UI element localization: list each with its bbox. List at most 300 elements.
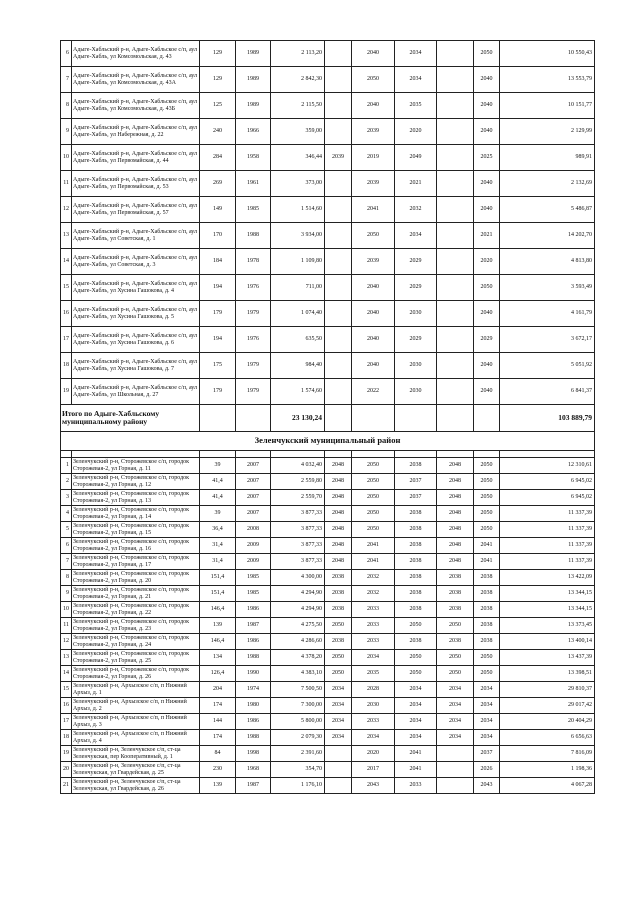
- table-row: [61, 249, 595, 275]
- year-col-3: 2034: [395, 67, 437, 93]
- year-col-1: 2038: [325, 602, 352, 618]
- sum-cell: 1 198,36: [500, 762, 595, 778]
- year-col-2: 2032: [352, 586, 395, 602]
- year-col-3: 2050: [395, 618, 437, 634]
- cost-cell: 359,00: [271, 119, 325, 145]
- address-cell: Зеленчукский р-н, Сторожевское с/п, городок Сторожевая-2, ул Горная, д. 16: [72, 538, 200, 554]
- year-col-3: 2038: [395, 570, 437, 586]
- year-col-3: 2034: [395, 714, 437, 730]
- table-row: [61, 762, 595, 778]
- year-col-1: 2034: [325, 714, 352, 730]
- row-number: 16: [61, 698, 72, 714]
- year-col-4: [437, 379, 474, 405]
- year-col-5: 2034: [474, 730, 500, 746]
- address-cell: Зеленчукский р-н, Архызское с/п, п Нижний Архыз, д. 2: [72, 698, 200, 714]
- year-cell: 1974: [236, 682, 271, 698]
- year-col-2: 2050: [352, 474, 395, 490]
- year-col-1: 2048: [325, 538, 352, 554]
- year-col-2: 2040: [352, 275, 395, 301]
- cost-cell: 4 294,90: [271, 586, 325, 602]
- table-row: [61, 746, 595, 762]
- year-col-1: 2050: [325, 618, 352, 634]
- row-number: 7: [61, 67, 72, 93]
- row-number: 17: [61, 327, 72, 353]
- year-col-2: 2032: [352, 570, 395, 586]
- year-col-5: 2038: [474, 634, 500, 650]
- row-number: 18: [61, 353, 72, 379]
- sum-cell: 11 337,39: [500, 522, 595, 538]
- year-col-1: [325, 119, 352, 145]
- year-col-2: 2050: [352, 67, 395, 93]
- year-cell: 1976: [236, 327, 271, 353]
- area-cell: 194: [200, 327, 236, 353]
- year-col-1: [325, 41, 352, 67]
- cost-cell: 2 113,20: [271, 41, 325, 67]
- cost-cell: 3 877,33: [271, 554, 325, 570]
- cost-cell: 4 383,10: [271, 666, 325, 682]
- year-col-3: 2035: [395, 93, 437, 119]
- year-col-5: 2040: [474, 197, 500, 223]
- year-cell: 1961: [236, 171, 271, 197]
- year-col-2: 2050: [352, 522, 395, 538]
- table-row: [61, 570, 595, 586]
- year-col-2: 2019: [352, 145, 395, 171]
- year-col-5: 2040: [474, 119, 500, 145]
- table-row: [61, 714, 595, 730]
- area-cell: 84: [200, 746, 236, 762]
- year-cell: 1979: [236, 353, 271, 379]
- year-col-4: [437, 778, 474, 794]
- year-col-5: 2050: [474, 506, 500, 522]
- cost-cell: 635,50: [271, 327, 325, 353]
- row-number: 6: [61, 41, 72, 67]
- year-cell: 1980: [236, 698, 271, 714]
- year-col-3: 2034: [395, 223, 437, 249]
- year-col-1: 2048: [325, 506, 352, 522]
- cost-cell: 5 800,00: [271, 714, 325, 730]
- row-number: 6: [61, 538, 72, 554]
- table-row: [61, 634, 595, 650]
- year-col-5: 2025: [474, 145, 500, 171]
- year-cell: 2009: [236, 538, 271, 554]
- year-col-2: 2035: [352, 666, 395, 682]
- year-col-5: 2050: [474, 474, 500, 490]
- year-col-2: 2050: [352, 506, 395, 522]
- table-row: [61, 275, 595, 301]
- sum-cell: 13 344,15: [500, 602, 595, 618]
- year-cell: 1990: [236, 666, 271, 682]
- sum-cell: 10 550,43: [500, 41, 595, 67]
- year-col-3: 2038: [395, 634, 437, 650]
- area-cell: 41,4: [200, 490, 236, 506]
- sum-cell: 6 656,63: [500, 730, 595, 746]
- row-number: 15: [61, 275, 72, 301]
- year-col-1: 2038: [325, 570, 352, 586]
- sum-cell: 7 816,09: [500, 746, 595, 762]
- year-col-3: 2050: [395, 650, 437, 666]
- year-cell: 1986: [236, 634, 271, 650]
- address-cell: Зеленчукский р-н, Сторожевское с/п, городок Сторожевая-2, ул Горная, д. 24: [72, 634, 200, 650]
- sum-cell: 4 161,79: [500, 301, 595, 327]
- row-number: 21: [61, 778, 72, 794]
- year-cell: 1989: [236, 67, 271, 93]
- address-cell: Зеленчукский р-н, Сторожевское с/п, городок Сторожевая-2, ул Горная, д. 17: [72, 554, 200, 570]
- year-col-4: 2038: [437, 570, 474, 586]
- cost-cell: 1 514,60: [271, 197, 325, 223]
- table-row: [61, 327, 595, 353]
- adyge-khabl-rows: [61, 41, 595, 405]
- year-col-3: 2034: [395, 698, 437, 714]
- year-col-4: [437, 119, 474, 145]
- year-col-3: 2021: [395, 171, 437, 197]
- year-col-1: [325, 301, 352, 327]
- area-cell: 36,4: [200, 522, 236, 538]
- year-col-3: 2041: [395, 746, 437, 762]
- year-cell: 1988: [236, 223, 271, 249]
- year-col-1: 2048: [325, 474, 352, 490]
- address-cell: Зеленчукский р-н, Сторожевское с/п, городок Сторожевая-2, ул Горная, д. 20: [72, 570, 200, 586]
- year-col-5: 2040: [474, 171, 500, 197]
- area-cell: 39: [200, 458, 236, 474]
- year-col-4: [437, 746, 474, 762]
- year-col-1: [325, 762, 352, 778]
- year-col-2: 2033: [352, 714, 395, 730]
- area-cell: 126,4: [200, 666, 236, 682]
- cost-cell: 3 877,33: [271, 506, 325, 522]
- year-col-5: 2029: [474, 327, 500, 353]
- table-row: [61, 301, 595, 327]
- table-row: [61, 602, 595, 618]
- cost-cell: 2 559,80: [271, 474, 325, 490]
- year-col-1: 2039: [325, 145, 352, 171]
- row-number: 3: [61, 490, 72, 506]
- address-cell: Зеленчукский р-н, Архызское с/п, п Нижний Архыз, д. 1: [72, 682, 200, 698]
- total-label: Итого по Адыге-Хабльскому муниципальному району: [61, 405, 200, 432]
- sum-cell: 13 344,15: [500, 586, 595, 602]
- sum-cell: 3 672,17: [500, 327, 595, 353]
- year-col-3: 2049: [395, 145, 437, 171]
- year-cell: 1987: [236, 618, 271, 634]
- cost-cell: 3 877,33: [271, 538, 325, 554]
- area-cell: 139: [200, 778, 236, 794]
- year-col-4: 2034: [437, 698, 474, 714]
- year-col-3: 2033: [395, 778, 437, 794]
- year-col-5: 2041: [474, 538, 500, 554]
- area-cell: 184: [200, 249, 236, 275]
- cost-cell: 984,40: [271, 353, 325, 379]
- year-col-3: 2029: [395, 275, 437, 301]
- sum-cell: 13 398,51: [500, 666, 595, 682]
- address-cell: Адыге-Хабльский р-н, Адыге-Хабльское с/п, аул Адыге-Хабль, ул Комсомольская, д. 43А: [72, 67, 200, 93]
- year-col-1: 2048: [325, 554, 352, 570]
- year-cell: 2007: [236, 474, 271, 490]
- year-col-4: [437, 171, 474, 197]
- year-col-2: 2040: [352, 327, 395, 353]
- year-col-4: 2038: [437, 634, 474, 650]
- table-row: [61, 618, 595, 634]
- year-cell: 1979: [236, 379, 271, 405]
- year-cell: 1988: [236, 730, 271, 746]
- year-col-4: [437, 275, 474, 301]
- row-number: 8: [61, 570, 72, 586]
- row-number: 20: [61, 762, 72, 778]
- year-col-4: 2038: [437, 602, 474, 618]
- cost-cell: 1 574,60: [271, 379, 325, 405]
- table-row: [61, 698, 595, 714]
- sum-cell: 3 593,49: [500, 275, 595, 301]
- year-col-4: [437, 145, 474, 171]
- year-col-2: 2041: [352, 538, 395, 554]
- table-row: [61, 197, 595, 223]
- row-number: 14: [61, 666, 72, 682]
- year-col-2: 2039: [352, 171, 395, 197]
- sum-cell: 6 945,02: [500, 490, 595, 506]
- table-row: [61, 171, 595, 197]
- year-col-4: 2048: [437, 538, 474, 554]
- total-sum: 103 889,79: [500, 405, 595, 432]
- row-number: 12: [61, 634, 72, 650]
- area-cell: 240: [200, 119, 236, 145]
- year-col-1: 2048: [325, 490, 352, 506]
- year-col-5: 2050: [474, 275, 500, 301]
- address-cell: Зеленчукский р-н, Зеленчукское с/п, ст-ца Зеленчукская, ул Гвардейская, д. 26: [72, 778, 200, 794]
- table-row: [61, 379, 595, 405]
- year-cell: 1958: [236, 145, 271, 171]
- address-cell: Зеленчукский р-н, Архызское с/п, п Нижний Архыз, д. 4: [72, 730, 200, 746]
- address-cell: Зеленчукский р-н, Сторожевское с/п, городок Сторожевая-2, ул Горная, д. 12: [72, 474, 200, 490]
- year-col-3: 2029: [395, 249, 437, 275]
- area-cell: 146,4: [200, 602, 236, 618]
- year-col-3: 2038: [395, 586, 437, 602]
- cost-cell: 7 300,00: [271, 698, 325, 714]
- area-cell: 204: [200, 682, 236, 698]
- area-cell: 31,4: [200, 554, 236, 570]
- table-row: [61, 538, 595, 554]
- year-col-2: 2041: [352, 554, 395, 570]
- year-cell: 1986: [236, 714, 271, 730]
- year-cell: 1989: [236, 93, 271, 119]
- address-cell: Зеленчукский р-н, Сторожевское с/п, городок Сторожевая-2, ул Горная, д. 22: [72, 602, 200, 618]
- year-col-4: [437, 249, 474, 275]
- row-number: 8: [61, 93, 72, 119]
- year-col-4: [437, 223, 474, 249]
- row-number: 9: [61, 586, 72, 602]
- year-col-1: [325, 353, 352, 379]
- area-cell: 134: [200, 650, 236, 666]
- year-col-4: 2050: [437, 618, 474, 634]
- year-cell: 1978: [236, 249, 271, 275]
- year-col-3: 2034: [395, 41, 437, 67]
- year-cell: 1966: [236, 119, 271, 145]
- year-col-5: 2026: [474, 762, 500, 778]
- cost-cell: 346,44: [271, 145, 325, 171]
- year-col-5: 2034: [474, 698, 500, 714]
- year-col-1: [325, 67, 352, 93]
- year-col-4: [437, 353, 474, 379]
- row-number: 16: [61, 301, 72, 327]
- year-col-1: [325, 327, 352, 353]
- year-col-4: [437, 301, 474, 327]
- sum-cell: 14 202,70: [500, 223, 595, 249]
- year-col-5: 2050: [474, 522, 500, 538]
- year-col-2: 2039: [352, 249, 395, 275]
- area-cell: 125: [200, 93, 236, 119]
- address-cell: Зеленчукский р-н, Сторожевское с/п, городок Сторожевая-2, ул Горная, д. 15: [72, 522, 200, 538]
- year-col-3: 2038: [395, 506, 437, 522]
- row-number: 7: [61, 554, 72, 570]
- year-cell: 1968: [236, 762, 271, 778]
- table-row: [61, 67, 595, 93]
- sum-cell: 6 945,02: [500, 474, 595, 490]
- sum-cell: 5 051,92: [500, 353, 595, 379]
- sum-cell: 29 810,37: [500, 682, 595, 698]
- year-col-2: 2028: [352, 682, 395, 698]
- year-col-3: 2029: [395, 327, 437, 353]
- year-col-4: 2048: [437, 506, 474, 522]
- year-col-3: 2032: [395, 197, 437, 223]
- address-cell: Адыге-Хабльский р-н, Адыге-Хабльское с/п, аул Адыге-Хабль, ул Набережная, д. 22: [72, 119, 200, 145]
- year-col-3: 2030: [395, 379, 437, 405]
- year-col-4: [437, 67, 474, 93]
- row-number: 17: [61, 714, 72, 730]
- year-col-2: 2039: [352, 119, 395, 145]
- cost-cell: 2 842,30: [271, 67, 325, 93]
- year-cell: 2007: [236, 506, 271, 522]
- year-col-4: 2038: [437, 586, 474, 602]
- year-col-5: 2050: [474, 41, 500, 67]
- housing-table: [60, 40, 595, 794]
- sum-cell: 11 337,39: [500, 538, 595, 554]
- address-cell: Зеленчукский р-н, Сторожевское с/п, городок Сторожевая-2, ул Горная, д. 13: [72, 490, 200, 506]
- address-cell: Адыге-Хабльский р-н, Адыге-Хабльское с/п, аул Адыге-Хабль, ул Комсомольская, д. 43Б: [72, 93, 200, 119]
- sum-cell: 29 017,42: [500, 698, 595, 714]
- year-col-2: 2034: [352, 650, 395, 666]
- year-col-4: 2048: [437, 554, 474, 570]
- adyge-khabl-total: [61, 405, 595, 458]
- document-page: [60, 40, 595, 794]
- table-row: [61, 119, 595, 145]
- address-cell: Зеленчукский р-н, Сторожевское с/п, городок Сторожевая-2, ул Горная, д. 25: [72, 650, 200, 666]
- year-col-3: 2030: [395, 301, 437, 327]
- cost-cell: 2 391,60: [271, 746, 325, 762]
- sum-cell: 6 841,37: [500, 379, 595, 405]
- area-cell: 170: [200, 223, 236, 249]
- year-col-1: 2034: [325, 698, 352, 714]
- year-col-1: 2048: [325, 522, 352, 538]
- year-col-2: 2020: [352, 746, 395, 762]
- year-col-5: 2034: [474, 682, 500, 698]
- sum-cell: 4 813,80: [500, 249, 595, 275]
- table-row: [61, 682, 595, 698]
- year-col-5: 2050: [474, 490, 500, 506]
- year-col-4: 2034: [437, 682, 474, 698]
- address-cell: Зеленчукский р-н, Зеленчукское с/п, ст-ца Зеленчукская, пер Кооперативный, д. 1: [72, 746, 200, 762]
- cost-cell: 4 294,90: [271, 602, 325, 618]
- year-col-3: 2034: [395, 682, 437, 698]
- year-col-2: 2050: [352, 223, 395, 249]
- sum-cell: 5 486,87: [500, 197, 595, 223]
- year-col-2: 2033: [352, 634, 395, 650]
- year-col-1: [325, 249, 352, 275]
- table-row: [61, 145, 595, 171]
- year-col-5: 2038: [474, 602, 500, 618]
- area-cell: 179: [200, 379, 236, 405]
- year-col-3: 2037: [395, 474, 437, 490]
- year-col-5: 2050: [474, 650, 500, 666]
- year-col-2: 2041: [352, 197, 395, 223]
- year-col-1: [325, 275, 352, 301]
- sum-cell: 989,91: [500, 145, 595, 171]
- address-cell: Адыге-Хабльский р-н, Адыге-Хабльское с/п, аул Адыге-Хабль, ул Хусина Гашокова, д. 7: [72, 353, 200, 379]
- row-number: 5: [61, 522, 72, 538]
- year-col-5: 2021: [474, 223, 500, 249]
- year-col-4: [437, 762, 474, 778]
- year-cell: 2007: [236, 490, 271, 506]
- row-number: 18: [61, 730, 72, 746]
- year-cell: 1988: [236, 650, 271, 666]
- year-col-1: [325, 223, 352, 249]
- year-col-4: 2048: [437, 474, 474, 490]
- year-col-5: 2041: [474, 554, 500, 570]
- year-col-4: [437, 41, 474, 67]
- cost-cell: 4 275,50: [271, 618, 325, 634]
- cost-cell: 4 378,20: [271, 650, 325, 666]
- year-col-2: 2017: [352, 762, 395, 778]
- sum-cell: 2 129,99: [500, 119, 595, 145]
- year-col-2: 2043: [352, 778, 395, 794]
- year-col-2: 2040: [352, 41, 395, 67]
- address-cell: Адыге-Хабльский р-н, Адыге-Хабльское с/п, аул Адыге-Хабль, ул Хусина Гашокова, д. 5: [72, 301, 200, 327]
- year-col-3: 2038: [395, 458, 437, 474]
- year-col-4: [437, 197, 474, 223]
- address-cell: Зеленчукский р-н, Сторожевское с/п, городок Сторожевая-2, ул Горная, д. 21: [72, 586, 200, 602]
- year-col-5: 2050: [474, 458, 500, 474]
- address-cell: Зеленчукский р-н, Зеленчукское с/п, ст-ца Зеленчукская, ул Гвардейская, д. 25: [72, 762, 200, 778]
- sum-cell: 12 310,61: [500, 458, 595, 474]
- year-cell: 1986: [236, 602, 271, 618]
- address-cell: Адыге-Хабльский р-н, Адыге-Хабльское с/п, аул Адыге-Хабль, ул Первомайская, д. 44: [72, 145, 200, 171]
- year-col-3: 2020: [395, 119, 437, 145]
- row-number: 13: [61, 650, 72, 666]
- row-number: 12: [61, 197, 72, 223]
- year-cell: 1976: [236, 275, 271, 301]
- year-cell: 1998: [236, 746, 271, 762]
- year-col-1: 2050: [325, 650, 352, 666]
- table-row: [61, 490, 595, 506]
- table-row: [61, 353, 595, 379]
- cost-cell: 3 877,33: [271, 522, 325, 538]
- cost-cell: 2 115,50: [271, 93, 325, 119]
- table-row: [61, 474, 595, 490]
- year-cell: 1987: [236, 778, 271, 794]
- year-col-1: [325, 778, 352, 794]
- address-cell: Зеленчукский р-н, Сторожевское с/п, городок Сторожевая-2, ул Горная, д. 26: [72, 666, 200, 682]
- area-cell: 175: [200, 353, 236, 379]
- area-cell: 129: [200, 41, 236, 67]
- total-cost: 23 130,24: [271, 405, 325, 432]
- address-cell: Зеленчукский р-н, Сторожевское с/п, городок Сторожевая-2, ул Горная, д. 14: [72, 506, 200, 522]
- table-row: [61, 554, 595, 570]
- cost-cell: 1 109,80: [271, 249, 325, 275]
- cost-cell: 7 500,50: [271, 682, 325, 698]
- year-col-4: 2050: [437, 666, 474, 682]
- table-row: [61, 586, 595, 602]
- year-col-3: 2038: [395, 602, 437, 618]
- year-col-2: 2040: [352, 301, 395, 327]
- row-number: 9: [61, 119, 72, 145]
- year-col-5: 2038: [474, 618, 500, 634]
- address-cell: Адыге-Хабльский р-н, Адыге-Хабльское с/п, аул Адыге-Хабль, ул Комсомольская, д. 43: [72, 41, 200, 67]
